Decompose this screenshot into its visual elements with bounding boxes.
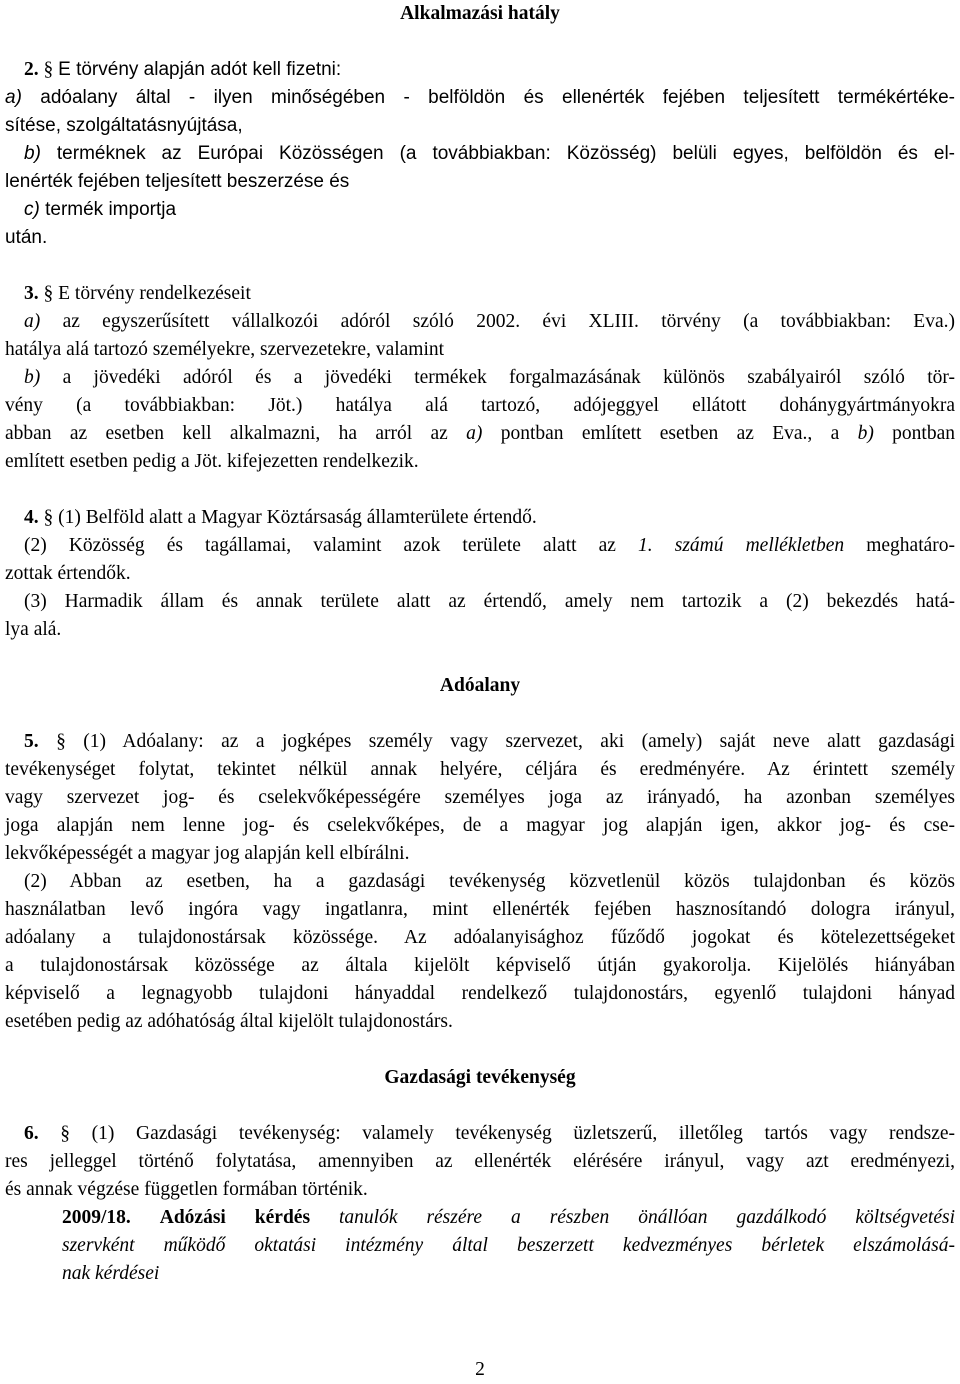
item-text: az egyszerűsített vállalkozói adóról szóló 2002. évi XLIII. törvény (a továbbiakban: Eva.) <box>62 311 955 332</box>
text-run: (1) Adóalany: az a jogképes személy vagy szervezet, aki (amely) saját neve alatt gazdasági <box>83 731 956 752</box>
heading-alkalmazasi-hataly: Alkalmazási hatály <box>400 3 560 24</box>
item-label: b) <box>24 143 41 164</box>
text-run: (1) Gazdasági tevékenység: valamely tevékenység üzletszerű, illetőleg tartós vagy rendsze- <box>91 1123 955 1144</box>
section-2-a-line-1 <box>5 84 955 112</box>
section-number: 3. <box>24 283 39 304</box>
section-5-line: képviselő a legnagyobb tulajdoni hányaddal rendelkező tulajdonostárs, egyenlő tulajdoni hányad <box>5 983 955 1004</box>
section-5-line: joga alapján nem lenne jog- és cselekvőképes, de a magyar jog alapján igen, akkor jog- és cse- <box>5 815 955 836</box>
item-text: a jövedéki adóról és a jövedéki termékek forgalmazásának különös szabályairól szóló tör- <box>62 367 955 388</box>
section-5-line: (2) Abban az esetben, ha a gazdasági tevékenység közvetlenül közös tulajdonban és közös <box>24 871 955 892</box>
item-ref: b) <box>857 423 874 444</box>
heading-gazdasagi-tevekenyseg: Gazdasági tevékenység <box>384 1067 576 1088</box>
item-text: adóalany által - ilyen minőségében - belföldön és ellenérték fejében teljesített termékértéke- <box>40 87 955 108</box>
section-3-line-6 <box>5 420 955 448</box>
section-text: E törvény alapján adót kell fizetni: <box>58 59 342 80</box>
section-number: 4. <box>24 507 39 528</box>
section-6-line: és annak végzése független formában történik. <box>5 1179 368 1200</box>
section-5-line: a tulajdonostársak közössége az általa kijelölt képviselő útján gyakorolja. Kijelölés hiányában <box>5 955 955 976</box>
section-5-line: vagy szervezet jog- és cselekvőképességére személyes joga az irányadó, ha azonban személyes <box>5 787 955 808</box>
question-title-line-1 <box>62 1204 955 1232</box>
question-label: Adózási kérdés <box>159 1207 311 1228</box>
section-5-line: adóalany a tulajdonostársak közössége. Az adóalanyisághoz fűződő jogokat és kötelezettségeket <box>5 927 955 948</box>
section-2-after: után. <box>5 227 48 248</box>
heading-adoalany: Adóalany <box>439 675 521 696</box>
question-title-line-3: nak kérdései <box>62 1263 160 1284</box>
item-label: c) <box>24 199 40 220</box>
item-text: termék importja <box>45 199 177 220</box>
section-3-b <box>24 364 955 392</box>
item-label: b) <box>24 367 41 388</box>
section-3-a <box>24 308 955 336</box>
section-2-b-line-1 <box>24 140 955 168</box>
section-4-p3: (3) Harmadik állam és annak területe alatt az értendő, amely nem tartozik a (2) bekezdés hatá- <box>24 591 955 612</box>
section-5-line: lekvőképességét a magyar jog alapján kell elbírálni. <box>5 843 410 864</box>
text-run: pontban említett esetben az Eva., a <box>500 423 840 444</box>
section-text: (1) Belföld alatt a Magyar Köztársaság államterülete értendő. <box>58 507 537 528</box>
item-ref: a) <box>466 423 483 444</box>
section-2-a-line-2: sítése, szolgáltatásnyújtása, <box>5 115 243 136</box>
item-label: a) <box>24 311 41 332</box>
question-id: 2009/18. <box>62 1207 131 1228</box>
section-2-b-line-2: lenérték fejében teljesített beszerzése és <box>5 171 350 192</box>
section-3-line-3: hatálya alá tartozó személyekre, szervezetekre, valamint <box>5 339 445 360</box>
text-run: abban az esetben kell alkalmazni, ha arról az <box>5 423 448 444</box>
page-number: 2 <box>475 1359 485 1380</box>
section-number: 2. <box>24 59 39 80</box>
section-2-c <box>24 196 176 224</box>
text-run: pontban <box>892 423 955 444</box>
section-number: 5. <box>24 731 39 752</box>
section-3-line-5: vény (a továbbiakban: Jöt.) hatálya alá tartozó, adójeggyel ellátott dohánygyártmányokra <box>5 395 955 416</box>
section-2: 2. § E törvény alapján adót kell fizetni: <box>24 59 342 80</box>
section-3-line-7: említett esetben pedig a Jöt. kifejezetten rendelkezik. <box>5 451 419 472</box>
section-5-line: tevékenységet folytat, tekintet nélkül annak helyére, céljára és eredményére. Az érintett személy <box>5 759 955 780</box>
question-title: tanulók részére a részben önállóan gazdálkodó költségvetési <box>339 1207 955 1228</box>
section-5-line: esetében pedig az adóhatóság által kijelölt tulajdonostárs. <box>5 1011 453 1032</box>
section-text: E törvény rendelkezéseit <box>58 283 251 304</box>
text-run: (2) Közösség és tagállamai, valamint azok területe alatt az <box>24 535 616 556</box>
item-text: terméknek az Európai Közösségen (a továbbiakban: Közösség) belüli egyes, belföldön és el- <box>56 143 956 164</box>
item-label: a) <box>5 87 22 108</box>
section-5-line: használatban levő ingóra vagy ingatlanra, mint ellenérték fejében hasznosítandó dologra irányul, <box>5 899 955 920</box>
question-title-line-2: szervként működő oktatási intézmény által beszerzett kedvezményes bérletek elszámolásá- <box>62 1235 955 1256</box>
section-4-p2-cont: zottak értendők. <box>5 563 131 584</box>
section-3: 3. § E törvény rendelkezéseit <box>24 283 251 304</box>
section-6-line: 6. § (1) Gazdasági tevékenység: valamely tevékenység üzletszerű, illetőleg tartós vagy rendsze- <box>24 1123 955 1144</box>
section-4: 4. § (1) Belföld alatt a Magyar Köztársaság államterülete értendő. <box>24 507 537 528</box>
text-run: meghatáro- <box>866 535 956 556</box>
annex-ref: 1. számú mellékletben <box>638 535 845 556</box>
section-4-p3-cont: lya alá. <box>5 619 62 640</box>
section-number: 6. <box>24 1123 39 1144</box>
section-4-p2 <box>24 532 955 560</box>
section-5-line: 5. § (1) Adóalany: az a jogképes személy vagy szervezet, aki (amely) saját neve alatt gazdasági <box>24 731 956 752</box>
section-6-line: res jelleggel történő folytatása, amennyiben az ellenérték elérésére irányul, vagy azt eredményezi, <box>5 1151 955 1172</box>
